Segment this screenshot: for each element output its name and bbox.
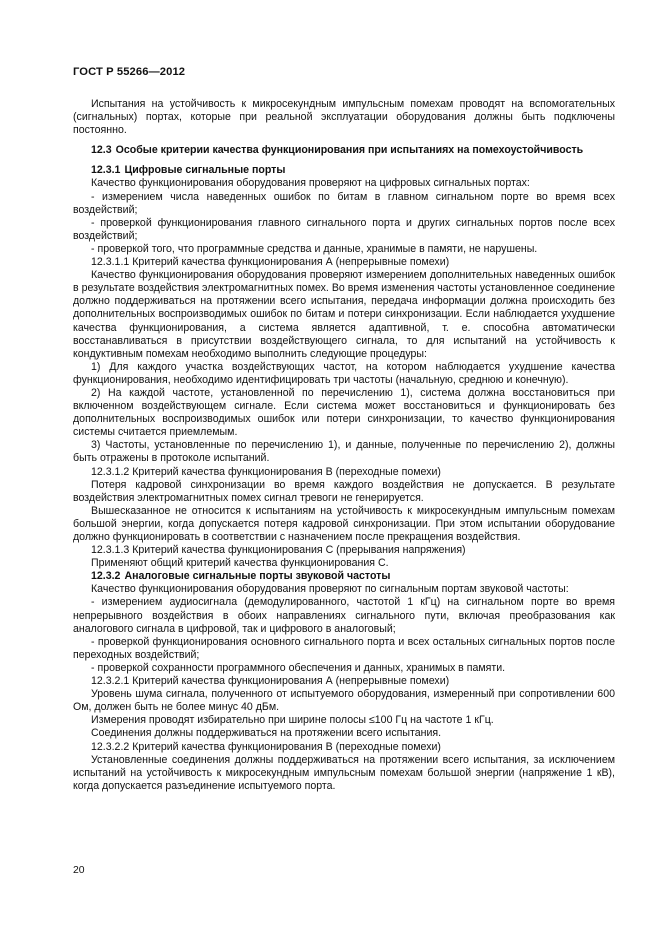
paragraph: Качество функционирования оборудования проверяют на цифровых сигнальных портах: bbox=[91, 177, 530, 190]
list-item: - измерением аудиосигнала (демодулированного, частотой 1 кГц) на сигнальном порте во время непрерывного воздействия в обоих направлениях сигнального пути, включая преобразования как аналогового сигнала в цифровой, так и цифрового в аналоговый; bbox=[73, 596, 615, 635]
procedure-item: 1) Для каждого участка воздействующих частот, на котором наблюдается ухудшение качества функционирования, необходимо идентифицировать три частоты (начальную, среднюю и конечную). bbox=[73, 360, 615, 386]
section-number: 12.3.1 bbox=[91, 164, 121, 177]
subsection-12-3-1-1-heading: 12.3.1.1 Критерий качества функционирования А (непрерывные помехи) bbox=[91, 256, 450, 269]
paragraph: Установленные соединения должны поддерживаться на протяжении всего испытания, за исключением испытаний на устойчивость к микросекундным импульсным помехам большой энергии (напряжение 1 кВ), когда допускается разъединение испытуемого порта. bbox=[73, 753, 615, 792]
list-item: - проверкой того, что программные средства и данные, хранимые в памяти, не нарушены. bbox=[91, 242, 538, 255]
subsection-12-3-1-3-heading: 12.3.1.3 Критерий качества функционирования С (прерывания напряжения) bbox=[91, 544, 466, 557]
paragraph: Потеря кадровой синхронизации во время каждого воздействия не допускается. В результате воздействия электромагнитных помех сигнал тревоги не генерируется. bbox=[73, 478, 615, 504]
paragraph: Соединения должны поддерживаться на протяжении всего испытания. bbox=[91, 727, 442, 740]
procedure-item: 3) Частоты, установленные по перечислению 1), и данные, полученные по перечислению 2), должны быть отражены в протоколе испытаний. bbox=[73, 439, 615, 465]
document-body bbox=[73, 98, 615, 793]
page-number: 20 bbox=[73, 865, 85, 876]
intro-paragraph: Испытания на устойчивость к микросекундным импульсным помехам проводят на вспомогательных (сигнальных) портах, которые при реальной эксплуатации оборудования должны быть подключены постоянно. bbox=[73, 98, 615, 137]
list-item: - измерением числа наведенных ошибок по битам в главном сигнальном порте во время всех воздействий; bbox=[73, 190, 615, 216]
list-item: - проверкой функционирования основного сигнального порта и всех остальных сигнальных портов после переходных воздействий; bbox=[73, 635, 615, 661]
procedure-item: 2) На каждой частоте, установленной по перечислению 1), система должна восстановиться при включенном воздействующем сигнале. Если система может восстановиться и функционировать без дополнительных воспроизводимых ошибок или потери синхронизации, то качество функционирования системы считается приемлемым. bbox=[73, 386, 615, 439]
section-number: 12.3 bbox=[91, 144, 112, 157]
paragraph: Уровень шума сигнала, полученного от испытуемого оборудования, измеренный при сопротивлении 600 Ом, должен быть не более минус 40 дБм. bbox=[73, 688, 615, 714]
section-title: Цифровые сигнальные порты bbox=[124, 164, 286, 177]
standard-code-header: ГОСТ Р 55266—2012 bbox=[73, 66, 186, 78]
paragraph: Применяют общий критерий качества функционирования С. bbox=[91, 557, 389, 570]
subsection-12-3-2-1-heading: 12.3.2.1 Критерий качества функционирования А (непрерывные помехи) bbox=[91, 675, 450, 688]
paragraph: Измерения проводят избирательно при ширине полосы ≤100 Гц на частоте 1 кГц. bbox=[91, 714, 494, 727]
paragraph: Качество функционирования оборудования проверяют по сигнальным портам звуковой частоты: bbox=[91, 583, 569, 596]
section-12-3-heading bbox=[73, 144, 615, 157]
section-title: Особые критерии качества функционирования при испытаниях на помехоустойчивость bbox=[115, 144, 584, 157]
paragraph: Качество функционирования оборудования проверяют измерением дополнительных наведенных ошибок в результате воздействия электромагнитных помех. Во время изменения частоты установленное соединение должно поддерживаться на протяжении всего испытания, передача информации должна происходить без дополнительных воспроизводимых ошибок по битам и потери синхронизации. Если наблюдается ухудшение качества функционирования, а система является адаптивной, т. е. способна автоматически восстанавливаться в присутствии воздействующего сигнала, то для испытаний на устойчивость к кондуктивным помехам необходимо выполнить следующие процедуры: bbox=[73, 269, 615, 360]
list-item: - проверкой сохранности программного обеспечения и данных, хранимых в памяти. bbox=[91, 661, 506, 674]
section-number: 12.3.2 bbox=[91, 570, 121, 583]
subsection-12-3-2-2-heading: 12.3.2.2 Критерий качества функционирования В (переходные помехи) bbox=[91, 740, 441, 753]
section-title: Аналоговые сигнальные порты звуковой частоты bbox=[124, 570, 391, 583]
paragraph: Вышесказанное не относится к испытаниям на устойчивость к микросекундным импульсным помехам большой энергии, когда допускается потеря кадровой синхронизации. При этом испытании оборудование должно функционировать в соответствии с назначением после прекращения воздействия. bbox=[73, 504, 615, 543]
subsection-12-3-1-2-heading: 12.3.1.2 Критерий качества функционирования В (переходные помехи) bbox=[91, 465, 441, 478]
section-12-3-2-heading bbox=[73, 570, 615, 583]
list-item: - проверкой функционирования главного сигнального порта и других сигнальных портов после всех воздействий; bbox=[73, 216, 615, 242]
section-12-3-1-heading bbox=[73, 164, 615, 177]
